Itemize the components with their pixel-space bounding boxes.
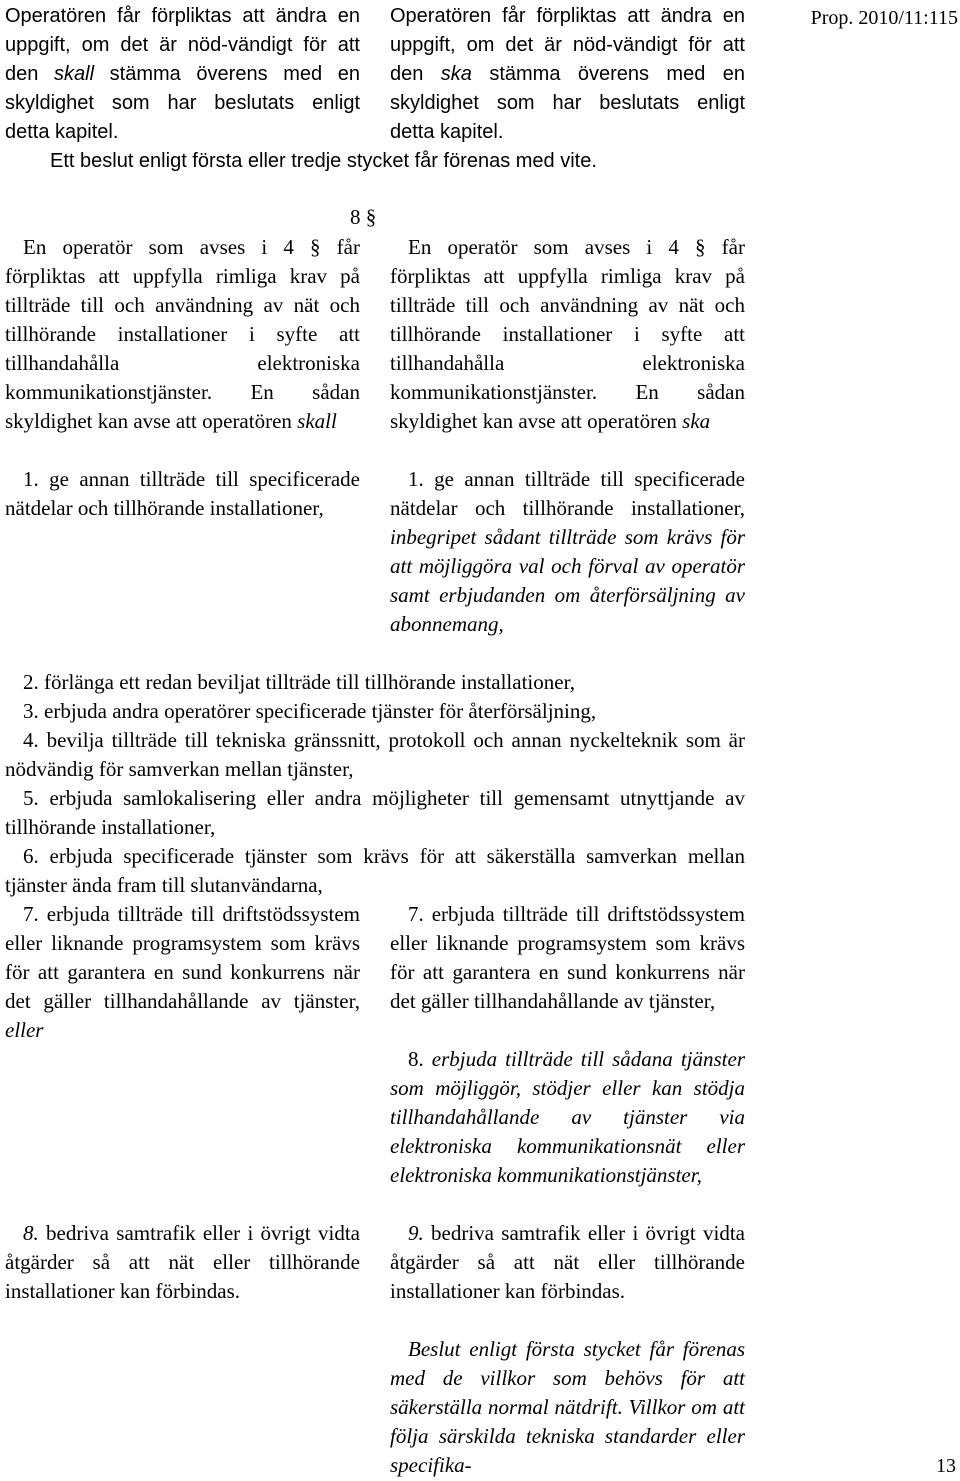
last-item-right-text: bedriva samtrafik eller i övrigt vidta åtgärder så att nät eller tillhörande installationer kan förbindas.: [390, 1221, 745, 1303]
vite-line: Ett beslut enligt första eller tredje stycket får förenas med vite.: [50, 150, 597, 172]
intro-right-italic: ska: [682, 409, 711, 433]
top-left-text-1: Operatören får förpliktas att ändra en uppgift, om det är nöd-vändigt för att den: [5, 5, 360, 85]
top-paragraph-left: [5, 2, 360, 147]
item8-right: [390, 1045, 745, 1190]
item7-left-italic: eller: [5, 1018, 44, 1042]
item7-right: 7. erbjuda tillträde till driftstödssystem eller liknande programsystem som krävs för att garantera en sund konkurrens när det gäller tillhandahållande av tjänster,: [390, 902, 745, 1013]
last-item-left-text: bedriva samtrafik eller i övrigt vidta åtgärder så att nät eller tillhörande installationer kan förbindas.: [5, 1221, 360, 1303]
top-left-text-2: stämma överens med en skyldighet som har beslutats enligt detta kapitel.: [5, 63, 360, 143]
top-paragraph-right: [390, 2, 745, 147]
section-mark: 8 §: [350, 205, 377, 229]
intro-left-italic: skall: [297, 409, 337, 433]
shared-items: [5, 668, 745, 900]
top-right-text-2: stämma överens med en skyldighet som har beslutats enligt detta kapitel.: [390, 63, 746, 143]
list-item-3: 3. erbjuda andra operatörer specificerade tjänster för återförsäljning,: [23, 699, 597, 723]
proposition-reference: Prop. 2010/11:115: [810, 7, 958, 29]
item8-right-italic: erbjuda tillträde till sådana tjänster som möjliggör, stödjer eller kan stödja tillhandahållande av tjänster via elektroniska kommunikationsnät eller elektroniska kommunikationstjänster,: [390, 1047, 745, 1187]
top-right-italic: ska: [440, 63, 472, 85]
intro-left-text: En operatör som avses i 4 § får förpliktas att uppfylla rimliga krav på tillträde till och användning av nät och tillhörande installationer i syfte att tillhandahålla elektroniska kommunikationstjänster. En sådan skyldighet kan avse att operatören: [5, 235, 360, 433]
last-item-right: [390, 1219, 745, 1306]
item7-left: [5, 900, 360, 1045]
item1-right-text: 1. ge annan tillträde till specificerade nätdelar och tillhörande installationer,: [390, 467, 745, 520]
last-item-left: [5, 1219, 360, 1306]
item1-right-italic: inbegripet sådant tillträde som krävs för att möjliggöra val och förval av operatör samt erbjudanden om återförsäljning av abonnemang,: [390, 525, 745, 636]
list-item-6: 6. erbjuda specificerade tjänster som krävs för att säkerställa samverkan mellan tjänster ända fram till slutanvändarna,: [5, 844, 745, 897]
page-number: 13: [936, 1455, 956, 1477]
closing-right: Beslut enligt första stycket får förenas med de villkor som behövs för att säkerställa normal nätdrift. Villkor om att följa särskilda tekniska standarder eller specifika-: [390, 1337, 745, 1477]
intro-left: [5, 233, 360, 436]
last-item-left-number: 8.: [23, 1221, 39, 1245]
intro-right: [390, 233, 745, 436]
list-item-5: 5. erbjuda samlokalisering eller andra möjligheter till gemensamt utnyttjande av tillhörande installationer,: [5, 786, 745, 839]
item8-right-number: 8.: [408, 1047, 424, 1071]
list-item-4: 4. bevilja tillträde till tekniska gränssnitt, protokoll och annan nyckelteknik som är nödvändig för samverkan mellan tjänster,: [5, 728, 745, 781]
top-left-italic: skall: [54, 63, 95, 85]
item1-left: 1. ge annan tillträde till specificerade nätdelar och tillhörande installationer,: [5, 467, 360, 520]
item7-left-text: 7. erbjuda tillträde till driftstödssystem eller liknande programsystem som krävs för att garantera en sund konkurrens när det gäller tillhandahållande av tjänster,: [5, 902, 360, 1013]
last-item-right-number: 9.: [408, 1221, 424, 1245]
top-right-text-1: Operatören får förpliktas att ändra en uppgift, om det är nöd-vändigt för att den: [390, 5, 745, 85]
item1-right: [390, 465, 745, 639]
list-item-2: 2. förlänga ett redan beviljat tillträde till tillhörande installationer,: [23, 670, 575, 694]
intro-right-text: En operatör som avses i 4 § får förpliktas att uppfylla rimliga krav på tillträde till och användning av nät och tillhörande installationer i syfte att tillhandahålla elektroniska kommunikationstjänster. En sådan skyldighet kan avse att operatören: [390, 235, 745, 433]
